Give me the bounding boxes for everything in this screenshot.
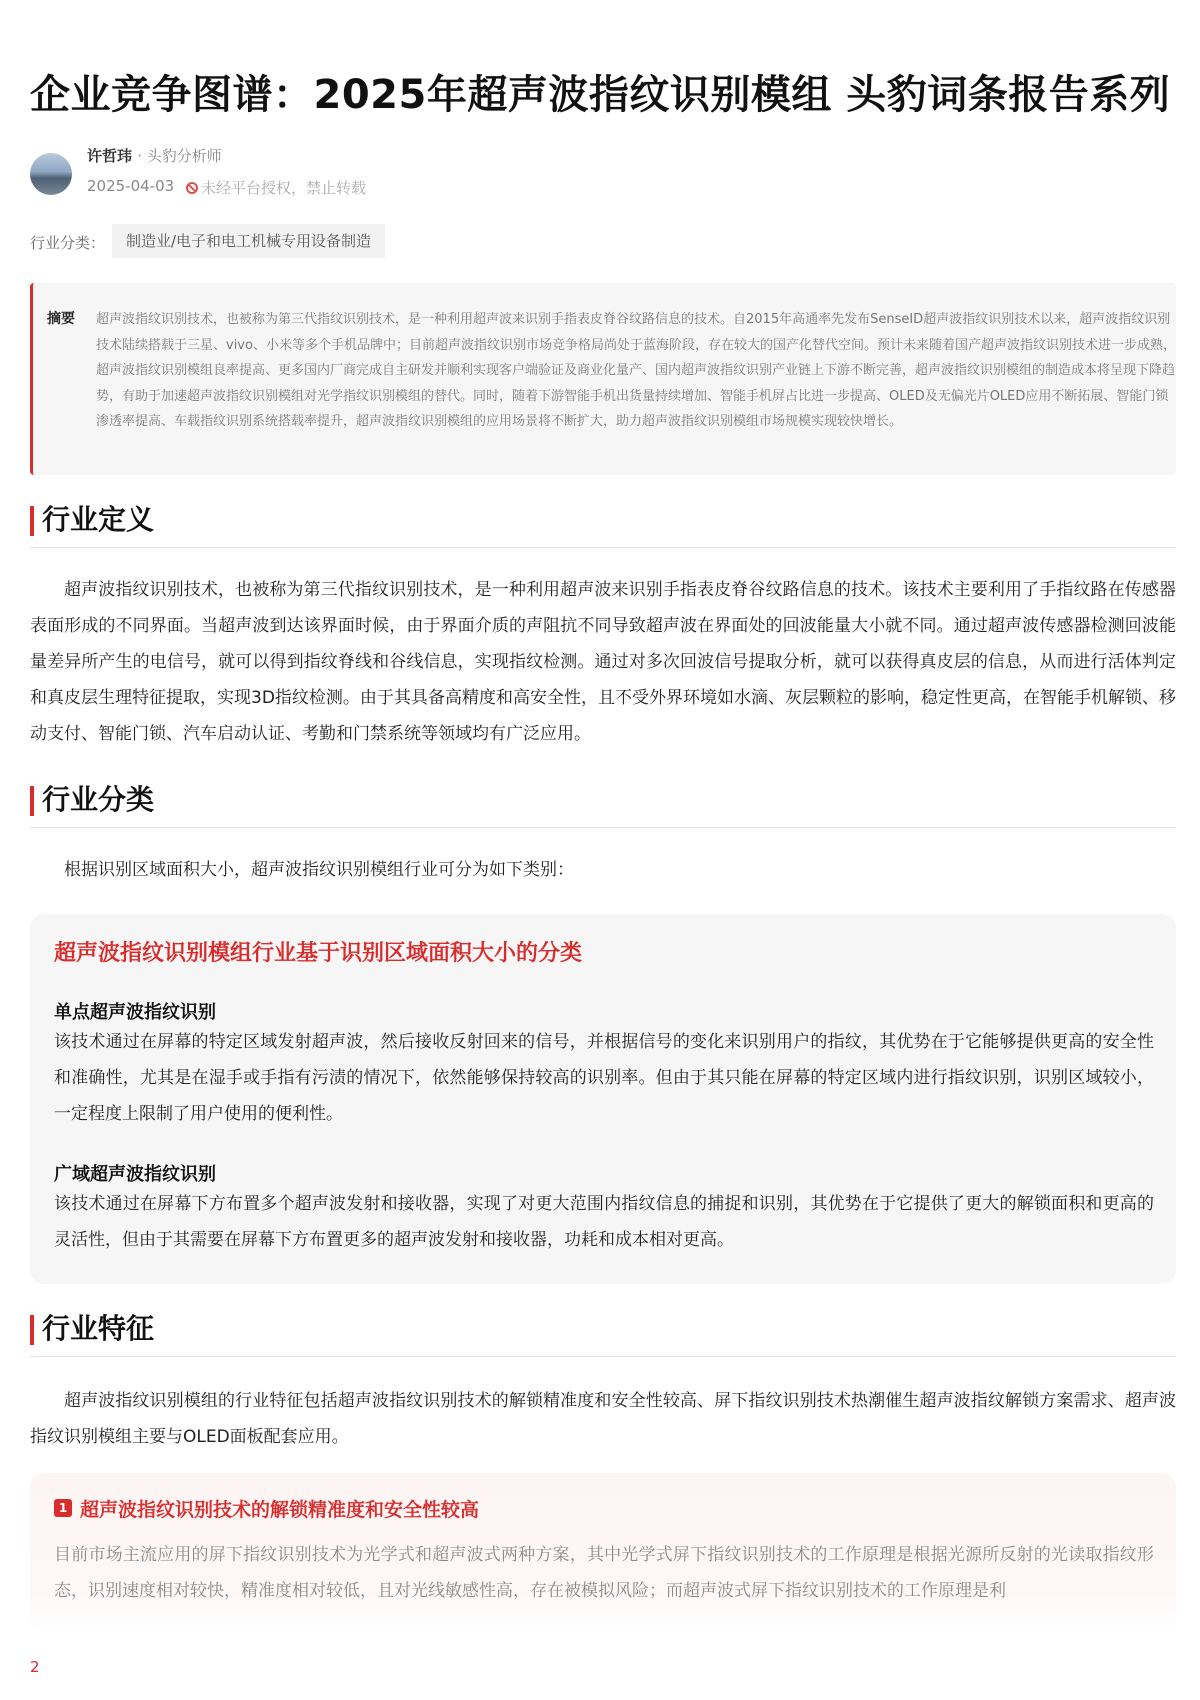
- abstract-label: 摘要: [47, 311, 75, 327]
- heading-accent-bar: [30, 1315, 34, 1345]
- classification-item-desc: 该技术通过在屏幕的特定区域发射超声波，然后接收反射回来的信号，并根据信号的变化来识别用户的指纹，其优势在于它能够提供更高的安全性和准确性，尤其是在湿手或手指有污渍的情况下，依然能够保持较高的识别率。但由于其只能在屏幕的特定区域内进行指纹识别，识别区域较小，一定程度上限制了用户使用的便利性。: [54, 1032, 1154, 1124]
- page-title: 企业竞争图谱：2025年超声波指纹识别模组 头豹词条报告系列: [30, 72, 1171, 118]
- heading-text: 行业定义: [42, 503, 155, 536]
- number-badge: 1: [54, 1499, 72, 1517]
- classification-card-title: 超声波指纹识别模组行业基于识别区域面积大小的分类: [54, 941, 583, 966]
- heading-text: 行业分类: [42, 783, 155, 816]
- prohibited-icon: [186, 182, 198, 194]
- publish-date: 2025-04-03: [87, 177, 175, 195]
- copyright-notice-text: 未经平台授权，禁止转载: [201, 179, 367, 197]
- section-heading-features: [30, 1295, 1176, 1357]
- definition-paragraph: 超声波指纹识别技术，也被称为第三代指纹识别技术，是一种利用超声波来识别手指表皮脊谷纹路信息的技术。该技术主要利用了手指纹路在传感器表面形成的不同界面。当超声波到达该界面时候，由于界面介质的声阻抗不同导致超声波在界面处的回波能量大小就不同。通过超声波传感器检测回波能量差异所产生的电信号，就可以得到指纹脊线和谷线信息，实现指纹检测。通过对多次回波信号提取分析，就可以获得真皮层的信息，从而进行活体判定和真皮层生理特征提取，实现3D指纹检测。由于其具备高精度和高安全性，且不受外界环境如水滴、灰层颗粒的影响，稳定性更高，在智能手机解锁、移动支付、智能门锁、汽车启动认证、考勤和门禁系统等领域均有广泛应用。: [30, 580, 1176, 744]
- classification-item-name: 广域超声波指纹识别: [54, 1164, 216, 1185]
- heading-accent-bar: [30, 786, 34, 816]
- author-info: [30, 145, 630, 205]
- feature-card-text: 目前市场主流应用的屏下指纹识别技术为光学式和超声波式两种方案，其中光学式屏下指纹识别技术的工作原理是根据光源所反射的光读取指纹形态，识别速度相对较快，精准度相对较低，且对光线敏感性高，存在被模拟风险；而超声波式屏下指纹识别技术的工作原理是利: [54, 1545, 1154, 1601]
- classification-card: [30, 914, 1176, 1284]
- features-paragraph: 超声波指纹识别模组的行业特征包括超声波指纹识别技术的解锁精准度和安全性较高、屏下指纹识别技术热潮催生超声波指纹解锁方案需求、超声波指纹识别模组主要与OLED面板配套应用。: [30, 1391, 1176, 1447]
- author-name[interactable]: [87, 145, 222, 166]
- classification-item-name: 单点超声波指纹识别: [54, 1002, 216, 1023]
- feature-card-title: 超声波指纹识别技术的解锁精准度和安全性较高: [80, 1499, 480, 1521]
- abstract-box: [30, 283, 1176, 475]
- copyright-notice: [186, 177, 366, 198]
- avatar[interactable]: [30, 153, 72, 195]
- section-heading-definition: [30, 486, 1176, 548]
- section-heading-classification: [30, 766, 1176, 828]
- category-label: 行业分类：: [30, 234, 106, 252]
- author-name-text[interactable]: 许哲玮: [87, 147, 133, 165]
- heading-accent-bar: [30, 506, 34, 536]
- category-tag[interactable]: 制造业/电子和电工机械专用设备制造: [112, 224, 385, 258]
- page-number: 2: [30, 1658, 40, 1676]
- feature-card: [30, 1473, 1176, 1633]
- classification-item-desc: 该技术通过在屏幕下方布置多个超声波发射和接收器，实现了对更大范围内指纹信息的捕捉和识别，其优势在于它提供了更大的解锁面积和更高的灵活性，但由于其需要在屏幕下方布置更多的超声波发射和接收器，功耗和成本相对更高。: [54, 1194, 1154, 1250]
- author-role: · 头豹分析师: [137, 147, 222, 165]
- abstract-text: 超声波指纹识别技术，也被称为第三代指纹识别技术，是一种利用超声波来识别手指表皮脊谷纹路信息的技术。自2015年高通率先发布SenseID超声波指纹识别技术以来，超声波指纹识别技术陆续搭载于三星、vivo、小米等多个手机品牌中；目前超声波指纹识别市场竞争格局尚处于蓝海阶段，存在较大的国产化替代空间。预计未来随着国产超声波指纹识别技术进一步成熟，超声波指纹识别模组良率提高、更多国内厂商完成自主研发并顺利实现客户端验证及商业化量产、国内超声波指纹识别产业链上下游不断完善，超声波指纹识别模组的制造成本将呈现下降趋势，有助于加速超声波指纹识别模组对光学指纹识别模组的替代。同时，随着下游智能手机出货量持续增加、智能手机屏占比进一步提高、OLED及无偏光片OLED应用不断拓展、智能门锁渗透率提高、车载指纹识别系统搭载率提升，超声波指纹识别模组的应用场景将不断扩大，助力超声波指纹识别模组市场规模实现较快增长。: [96, 312, 1176, 429]
- heading-text: 行业特征: [42, 1312, 155, 1345]
- classification-intro: 根据识别区域面积大小，超声波指纹识别模组行业可分为如下类别：: [64, 860, 574, 880]
